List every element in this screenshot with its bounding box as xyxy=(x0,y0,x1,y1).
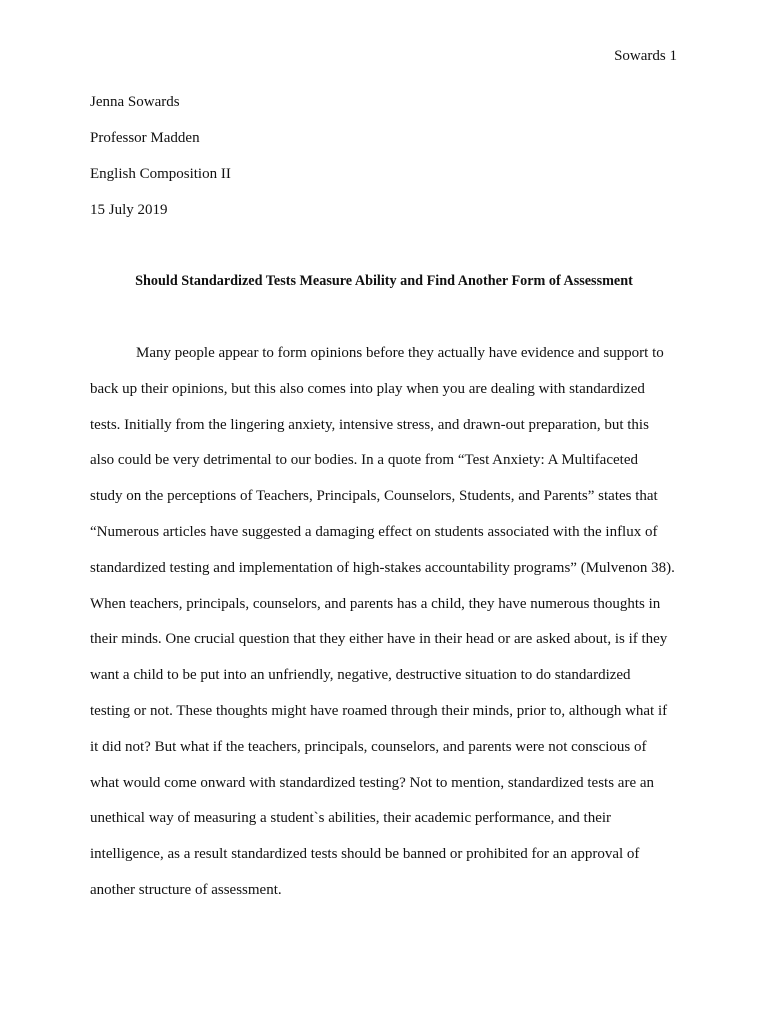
body-line: testing or not. These thoughts might have roamed through their minds, prior to, although what if xyxy=(90,702,668,719)
body-line: also could be very detrimental to our bodies. In a quote from “Test Anxiety: A Multifaceted xyxy=(90,452,638,469)
mla-heading xyxy=(90,92,680,236)
body-line: “Numerous articles have suggested a damaging effect on students associated with the influx of xyxy=(90,523,658,540)
course-name: English Composition II xyxy=(90,166,231,182)
body-paragraph xyxy=(90,343,680,916)
body-line: what would come onward with standardized testing? Not to mention, standardized tests are an xyxy=(90,774,655,791)
body-line: unethical way of measuring a student`s abilities, their academic performance, and their xyxy=(90,810,612,827)
body-line: Many people appear to form opinions before they actually have evidence and support to xyxy=(136,345,664,361)
professor-name: Professor Madden xyxy=(90,130,200,146)
running-head: Sowards 1 xyxy=(614,48,677,64)
body-line: their minds. One crucial question that they either have in their head or are asked about, is if they xyxy=(90,631,668,648)
body-line: it did not? But what if the teachers, principals, counselors, and parents were not conscious of xyxy=(90,738,647,755)
body-line: intelligence, as a result standardized tests should be banned or prohibited for an approval of xyxy=(90,846,640,863)
body-line: back up their opinions, but this also comes into play when you are dealing with standardized xyxy=(90,380,645,397)
body-line: study on the perceptions of Teachers, Principals, Counselors, Students, and Parents” states that xyxy=(90,488,658,505)
essay-date: 15 July 2019 xyxy=(90,202,168,218)
body-line: another structure of assessment. xyxy=(90,881,282,898)
body-line: standardized testing and implementation of high-stakes accountability programs” (Mulvenon 38). xyxy=(90,559,675,576)
author-name: Jenna Sowards xyxy=(90,94,180,110)
body-line: tests. Initially from the lingering anxiety, intensive stress, and drawn-out preparation, but this xyxy=(90,416,649,433)
body-line: want a child to be put into an unfriendly, negative, destructive situation to do standardized xyxy=(90,667,631,684)
body-line: When teachers, principals, counselors, and parents has a child, they have numerous thoughts in xyxy=(90,595,661,612)
essay-title: Should Standardized Tests Measure Ability and Find Another Form of Assessment xyxy=(135,273,633,289)
